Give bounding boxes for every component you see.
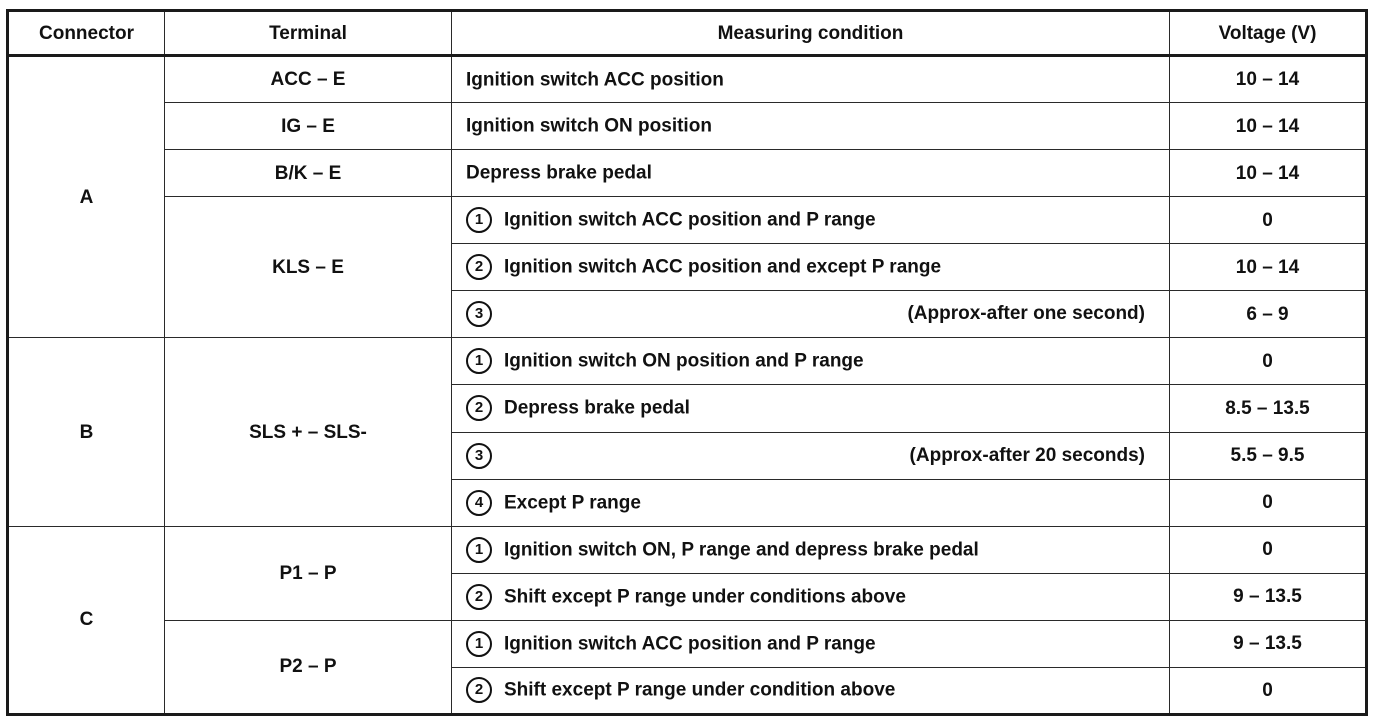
condition-cell: [452, 385, 1170, 432]
circled-number: 1: [466, 537, 492, 563]
voltage-cell: 0: [1170, 197, 1367, 244]
condition-cell: [452, 432, 1170, 479]
condition-cell: [452, 479, 1170, 526]
voltage-cell: 10 – 14: [1170, 150, 1367, 197]
header-voltage: Voltage (V): [1170, 11, 1367, 56]
terminal-cell: SLS + – SLS-: [165, 338, 452, 526]
voltage-cell: 0: [1170, 338, 1367, 385]
connector-cell: A: [8, 56, 165, 338]
condition-text: Shift except P range under condition above: [504, 679, 896, 701]
terminal-cell: B/K – E: [165, 150, 452, 197]
header-row: [8, 11, 1367, 56]
circled-number: 1: [466, 348, 492, 374]
terminal-cell: KLS – E: [165, 197, 452, 338]
circled-number: 3: [466, 443, 492, 469]
condition-cell: [452, 197, 1170, 244]
condition-text: Ignition switch ON position and P range: [504, 350, 864, 372]
condition-cell: [452, 244, 1170, 291]
header-condition: Measuring condition: [452, 11, 1170, 56]
table-row: [8, 620, 1367, 667]
condition-cell: [452, 103, 1170, 150]
condition-text: Ignition switch ACC position and except P range: [504, 256, 942, 278]
voltage-cell: 10 – 14: [1170, 103, 1367, 150]
condition-cell: [452, 526, 1170, 573]
header-connector: Connector: [8, 11, 165, 56]
terminal-cell: P2 – P: [165, 620, 452, 714]
condition-text: Except P range: [504, 492, 641, 514]
terminal-cell: P1 – P: [165, 526, 452, 620]
voltage-cell: 6 – 9: [1170, 291, 1367, 338]
terminal-cell: IG – E: [165, 103, 452, 150]
table-row: [8, 56, 1367, 103]
circled-number: 2: [466, 254, 492, 280]
table-row: [8, 526, 1367, 573]
connector-cell: B: [8, 338, 165, 526]
condition-text: Shift except P range under conditions above: [504, 586, 906, 608]
voltage-cell: 8.5 – 13.5: [1170, 385, 1367, 432]
condition-cell: [452, 150, 1170, 197]
table-row: [8, 338, 1367, 385]
condition-cell: [452, 291, 1170, 338]
condition-cell: [452, 573, 1170, 620]
header-terminal: Terminal: [165, 11, 452, 56]
condition-text: Ignition switch ACC position: [466, 69, 724, 91]
condition-cell: [452, 338, 1170, 385]
condition-text: Ignition switch ON position: [466, 115, 712, 137]
condition-note: (Approx-after 20 seconds): [909, 444, 1145, 466]
condition-note: (Approx-after one second): [907, 303, 1145, 325]
condition-text: Depress brake pedal: [504, 397, 690, 419]
condition-cell: [452, 56, 1170, 103]
circled-number: 1: [466, 207, 492, 233]
voltage-cell: 0: [1170, 667, 1367, 714]
table-row: [8, 103, 1367, 150]
connector-cell: C: [8, 526, 165, 714]
condition-text: Depress brake pedal: [466, 162, 652, 184]
condition-text: Ignition switch ON, P range and depress brake pedal: [504, 539, 979, 561]
circled-number: 2: [466, 584, 492, 610]
circled-number: 2: [466, 395, 492, 421]
condition-text: Ignition switch ACC position and P range: [504, 209, 876, 231]
table-row: [8, 150, 1367, 197]
condition-cell: [452, 620, 1170, 667]
terminal-cell: ACC – E: [165, 56, 452, 103]
condition-cell: [452, 667, 1170, 714]
circled-number: 4: [466, 490, 492, 516]
voltage-cell: 0: [1170, 479, 1367, 526]
circled-number: 1: [466, 631, 492, 657]
voltage-cell: 9 – 13.5: [1170, 573, 1367, 620]
voltage-cell: 5.5 – 9.5: [1170, 432, 1367, 479]
spec-table: [6, 9, 1368, 716]
voltage-cell: 10 – 14: [1170, 244, 1367, 291]
condition-text: Ignition switch ACC position and P range: [504, 633, 876, 655]
circled-number: 2: [466, 677, 492, 703]
voltage-cell: 0: [1170, 526, 1367, 573]
voltage-cell: 9 – 13.5: [1170, 620, 1367, 667]
circled-number: 3: [466, 301, 492, 327]
voltage-cell: 10 – 14: [1170, 56, 1367, 103]
table-row: [8, 197, 1367, 244]
